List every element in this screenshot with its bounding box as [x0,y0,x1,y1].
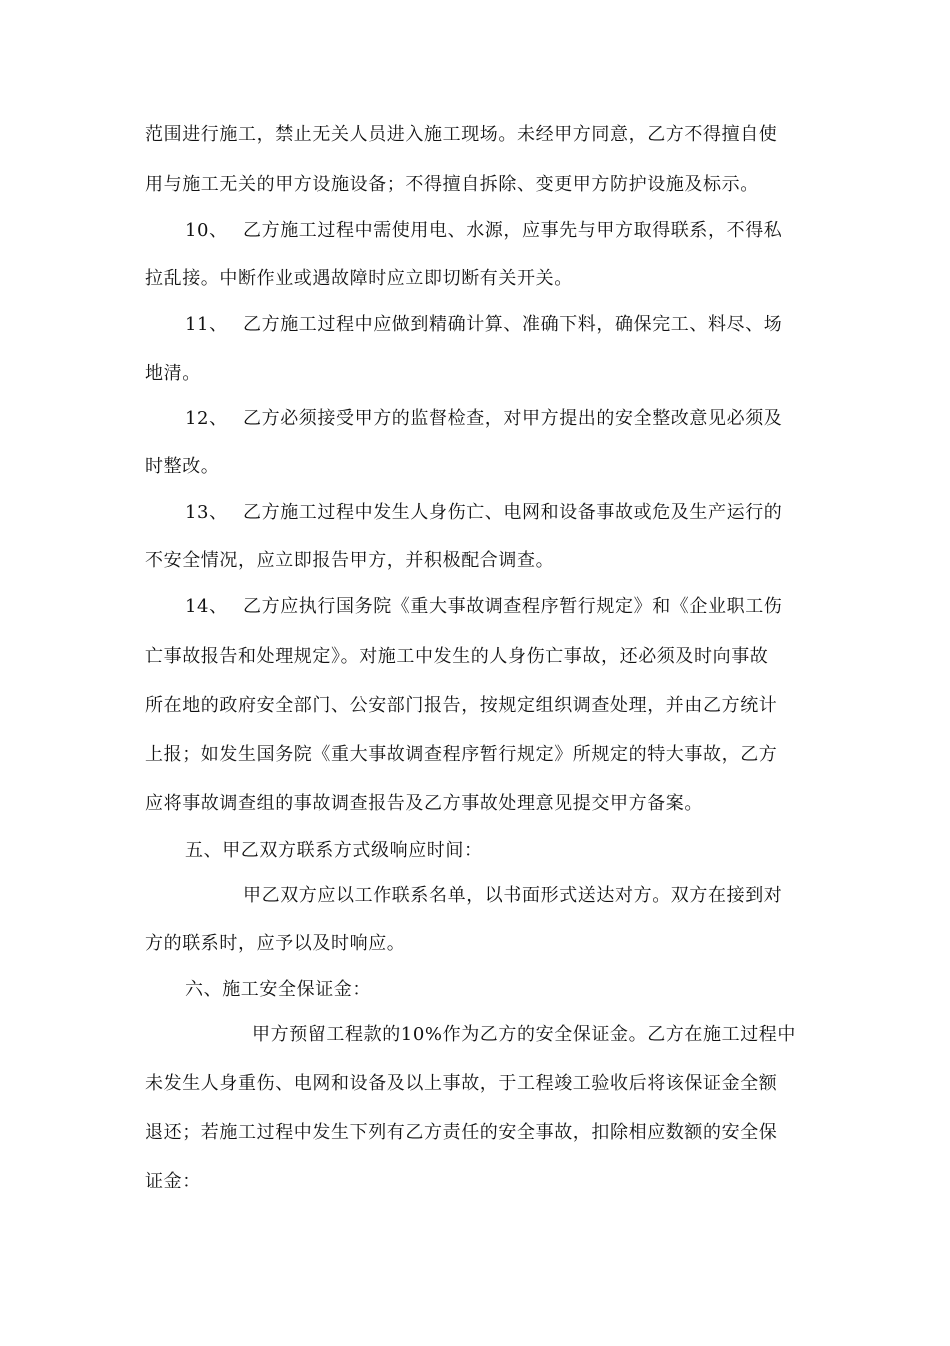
text-line: 亡事故报告和处理规定》。对施工中发生的人身伤亡事故，还必须及时向事故 [145,646,769,667]
text-line: 时整改。 [145,456,220,477]
text-line: 乙方施工过程中需使用电、水源，应事先与甲方取得联系，不得私 [243,220,783,241]
item-number: 13、 [185,502,228,523]
text-line: 乙方施工过程中发生人身伤亡、电网和设备事故或危及生产运行的 [243,502,783,523]
list-item-14 [185,595,805,619]
text-line: 应将事故调查组的事故调查报告及乙方事故处理意见提交甲方备案。 [145,793,703,814]
section-heading: 五、甲乙双方联系方式级响应时间： [185,840,483,861]
item-number: 12、 [185,408,228,429]
list-item-13 [185,501,805,525]
text-line: 用与施工无关的甲方设施设备；不得擅自拆除、变更甲方防护设施及标示。 [145,174,759,195]
text-line: 范围进行施工，禁止无关人员进入施工现场。未经甲方同意，乙方不得擅自使 [145,124,778,145]
list-item-12 [185,407,805,431]
text-line: 退还；若施工过程中发生下列有乙方责任的安全事故，扣除相应数额的安全保 [145,1122,778,1143]
list-item-10 [185,219,805,243]
text-line: 所在地的政府安全部门、公安部门报告，按规定组织调查处理，并由乙方统计 [145,695,778,716]
text-line: 证金： [145,1171,201,1192]
section-heading: 六、施工安全保证金： [185,979,371,1000]
item-number: 11、 [185,314,228,335]
text-line: 乙方应执行国务院《重大事故调查程序暂行规定》和《企业职工伤 [243,596,783,617]
list-item-11 [185,313,805,337]
text-line: 地清。 [145,363,201,384]
text-line: 方的联系时，应予以及时响应。 [145,933,406,954]
item-number: 14、 [185,596,228,617]
text-line: 未发生人身重伤、电网和设备及以上事故，于工程竣工验收后将该保证金全额 [145,1073,778,1094]
text-line: 不安全情况，应立即报告甲方，并积极配合调查。 [145,550,555,571]
text-line: 甲方预留工程款的10%作为乙方的安全保证金。乙方在施工过程中 [252,1024,797,1045]
item-number: 10、 [185,220,228,241]
text-line: 拉乱接。中断作业或遇故障时应立即切断有关开关。 [145,268,573,289]
text-line: 乙方必须接受甲方的监督检查，对甲方提出的安全整改意见必须及 [243,408,783,429]
text-line: 乙方施工过程中应做到精确计算、准确下料，确保完工、料尽、场 [243,314,783,335]
text-line: 甲乙双方应以工作联系名单，以书面形式送达对方。双方在接到对 [243,885,783,906]
text-line: 上报；如发生国务院《重大事故调查程序暂行规定》所规定的特大事故，乙方 [145,744,778,765]
